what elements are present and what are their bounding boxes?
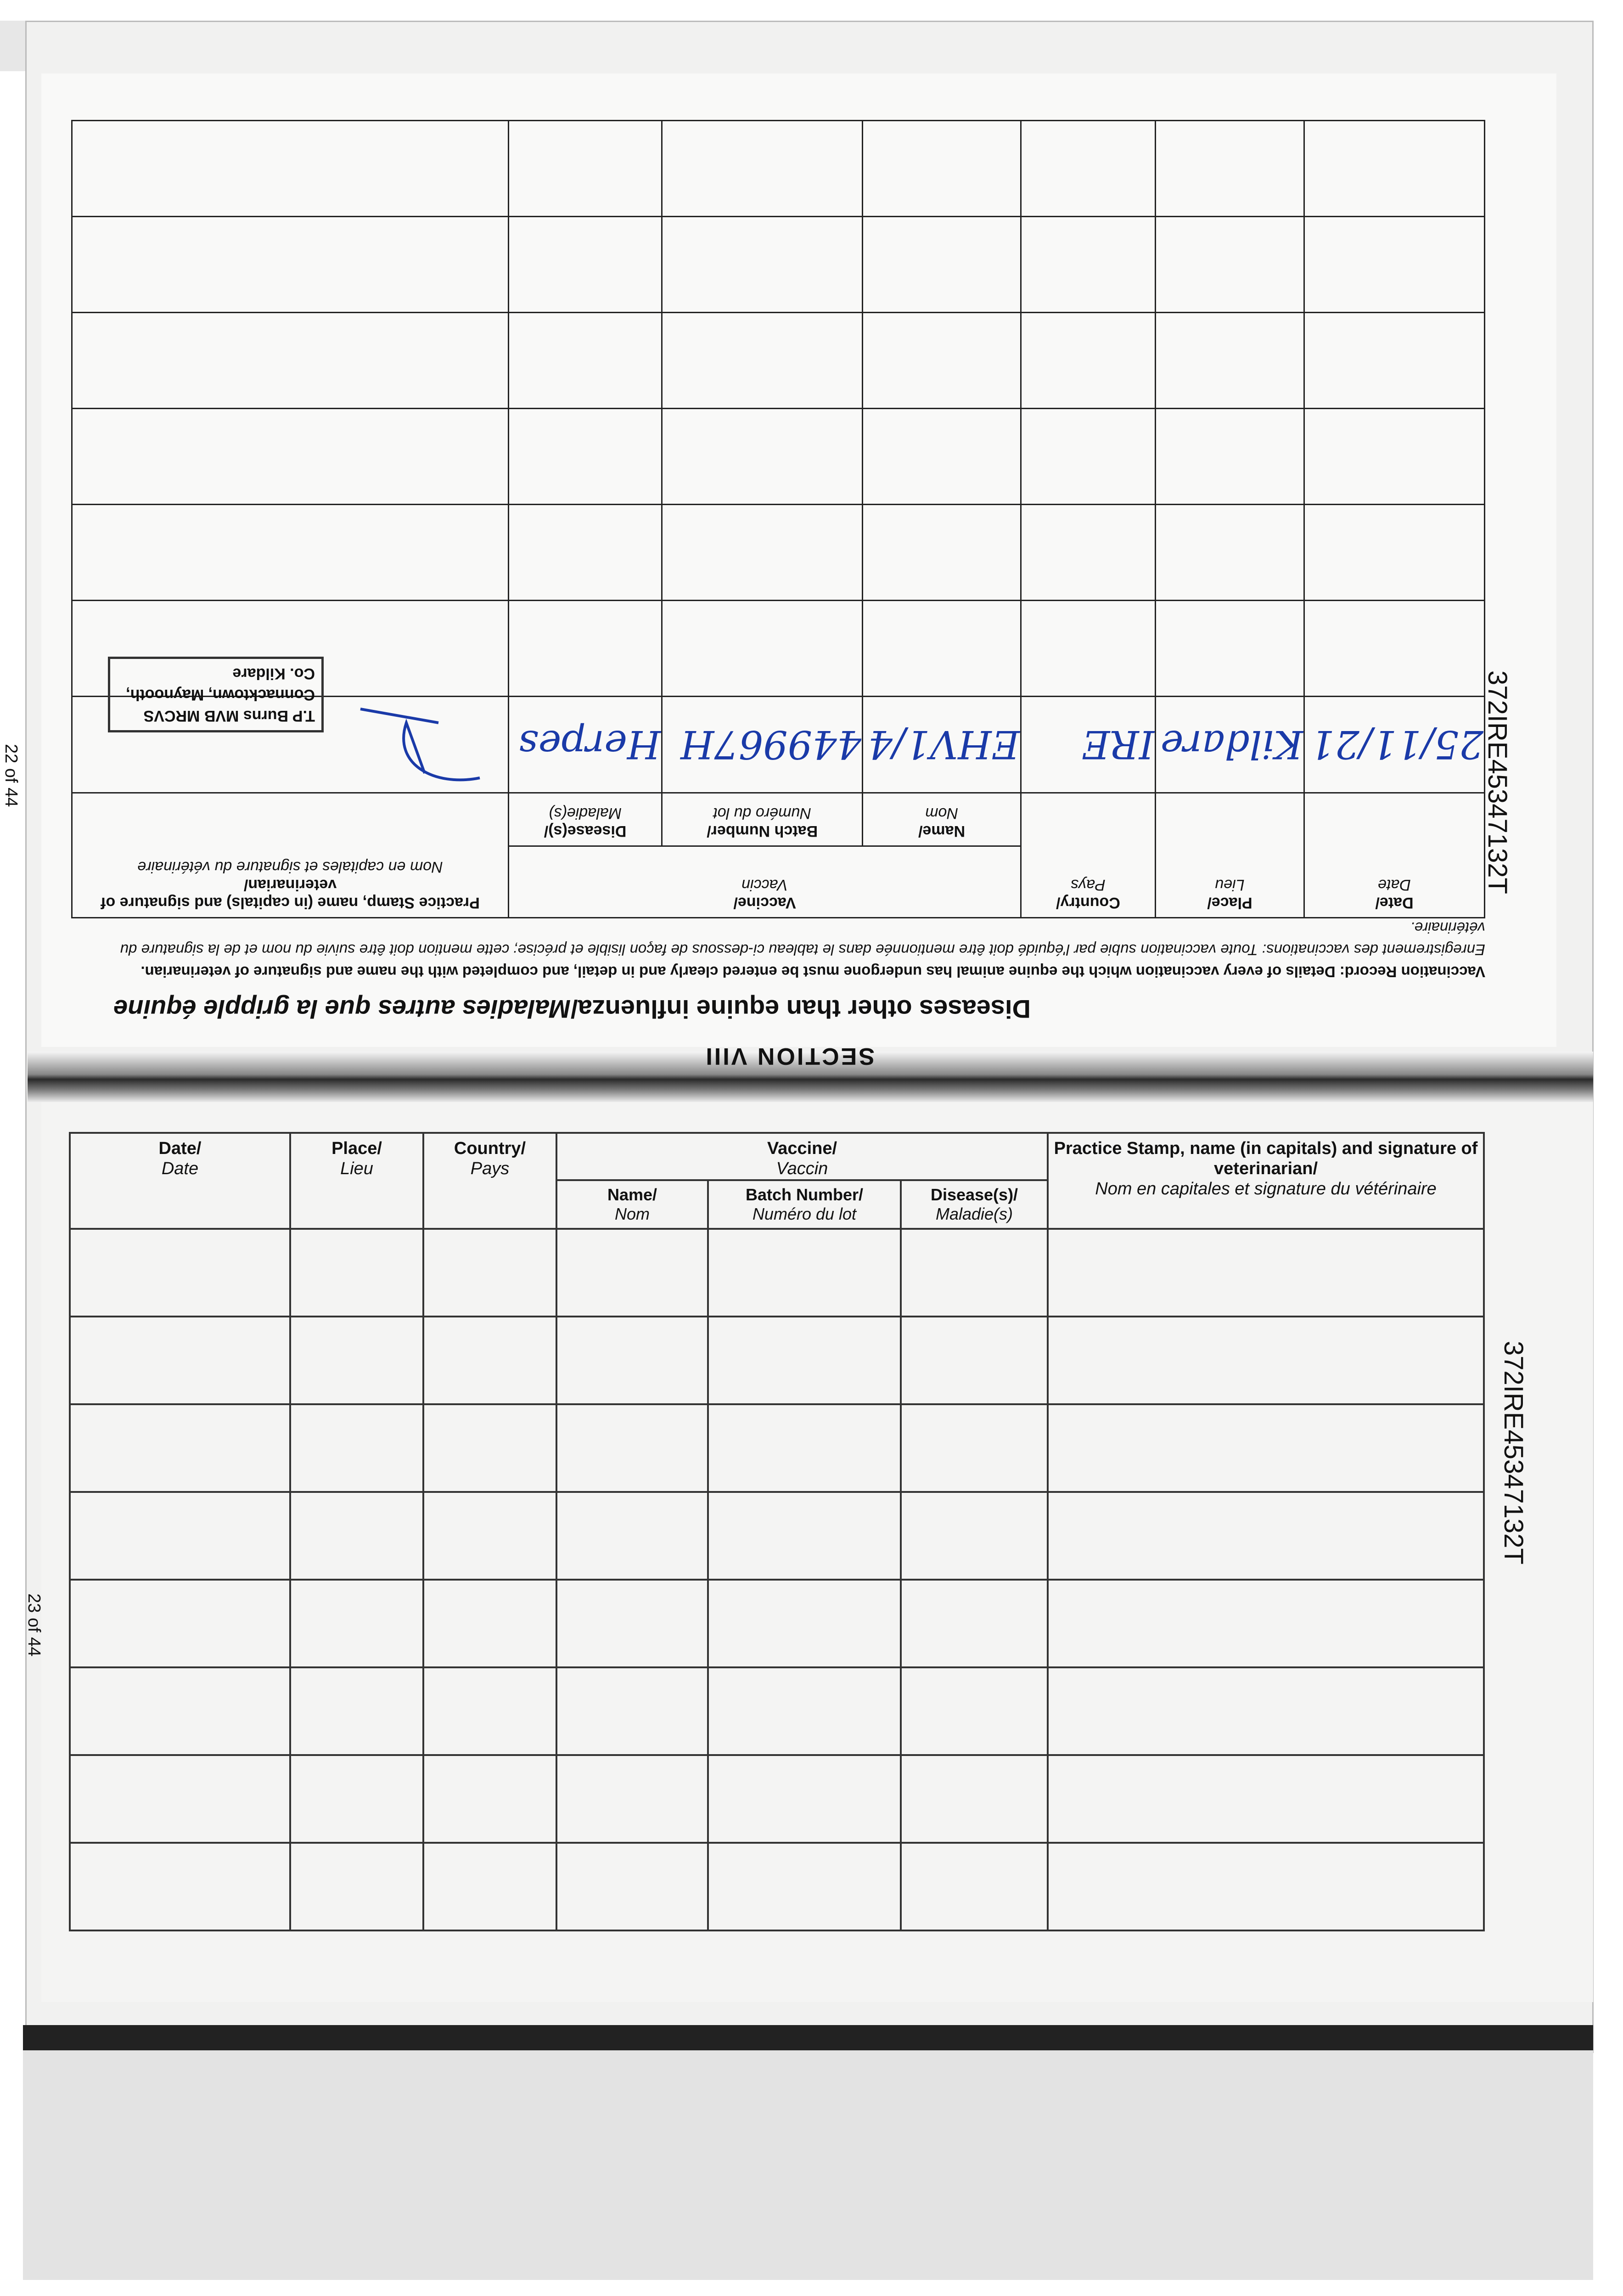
upper-section-label: SECTION VIII: [704, 1043, 875, 1069]
scan-bottom-band: [23, 2025, 1593, 2050]
entry-disease: Herpes: [509, 697, 662, 793]
header-name: Name/ Nom: [556, 1180, 708, 1229]
page-number-lower: 23 of 44: [24, 1593, 44, 1657]
header-place: Place/ Lieu: [290, 1133, 423, 1229]
table-row: [70, 1843, 1484, 1930]
header-vaccine: Vaccine/ Vaccin: [556, 1133, 1048, 1180]
entry-place: Kildare: [1155, 697, 1304, 793]
entry-country: IRE: [1021, 697, 1155, 793]
lower-header-row: [70, 1133, 1484, 1180]
header-stamp: Practice Stamp, name (in capitals) and signature of veterinarian/ Nom en capitales et signature du vétérinaire: [1048, 1133, 1484, 1229]
scan-gray-margin: [23, 2050, 1593, 2280]
header-date: Date/ Date: [70, 1133, 290, 1229]
instructions-en: Vaccination Record: Details of every vaccination which the equine animal has undergone must be entered clearly and in detail, and completed with the name and signature of veterinarian.: [140, 963, 1485, 980]
table-row: [70, 1229, 1484, 1317]
instructions-fr: Enregistrement des vaccinations: Toute vaccination subie par l'équidé doit être mentionnée dans le tableau ci-dessous de façon lisible et précise; cette mention doit être suivie du nom et de la signature du vétérinaire.: [120, 919, 1485, 958]
upper-header-disease: Disease(s)/ Maladie(s): [509, 793, 662, 846]
table-row: [70, 1755, 1484, 1843]
header-disease: Disease(s)/ Maladie(s): [901, 1180, 1048, 1229]
upper-page: [41, 73, 1556, 1047]
upper-title-en: Diseases other than equine influenza/: [570, 995, 1031, 1024]
table-row: [70, 1404, 1484, 1492]
upper-title-fr: Maladies autres que la gripple équine: [113, 995, 571, 1024]
page-fold: [28, 1052, 1593, 1102]
upper-header-vaccine: Vaccine/ Vaccin: [509, 846, 1021, 918]
stamp-line-2: Connacktown, Maynooth,: [126, 686, 315, 703]
stamp-line-1: T.P Burns MVB MRCVS: [143, 707, 315, 725]
upper-header-date: Date/ Date: [1304, 793, 1485, 918]
table-row: [70, 1667, 1484, 1755]
entry-name: EHV1/4: [863, 697, 1021, 793]
upper-header-stamp: Practice Stamp, name (in capitals) and signature of veterinarian/ Nom en capitales et signature du vétérinaire: [72, 793, 509, 918]
header-country: Country/ Pays: [423, 1133, 556, 1229]
entry-batch: 449967H: [662, 697, 863, 793]
table-row: [70, 1492, 1484, 1580]
upper-header-name: Name/ Nom: [863, 793, 1021, 846]
table-row: [70, 1317, 1484, 1404]
table-row: [70, 1580, 1484, 1667]
passport-id-lower: 372IRE45347132T: [1499, 1341, 1528, 1564]
entry-date: 25/11/21: [1304, 697, 1485, 793]
header-batch: Batch Number/ Numéro du lot: [708, 1180, 901, 1229]
lower-vaccination-table: [69, 1132, 1485, 1931]
page-number-upper: 22 of 44: [1, 744, 21, 807]
upper-header-country: Country/ Pays: [1021, 793, 1155, 918]
stamp-line-3: Co. Kildare: [232, 665, 315, 682]
upper-header-place: Place/ Lieu: [1155, 793, 1304, 918]
upper-header-batch: Batch Number/ Numéro du lot: [662, 793, 863, 846]
passport-id-upper: 372IRE45347132T: [1483, 670, 1512, 894]
